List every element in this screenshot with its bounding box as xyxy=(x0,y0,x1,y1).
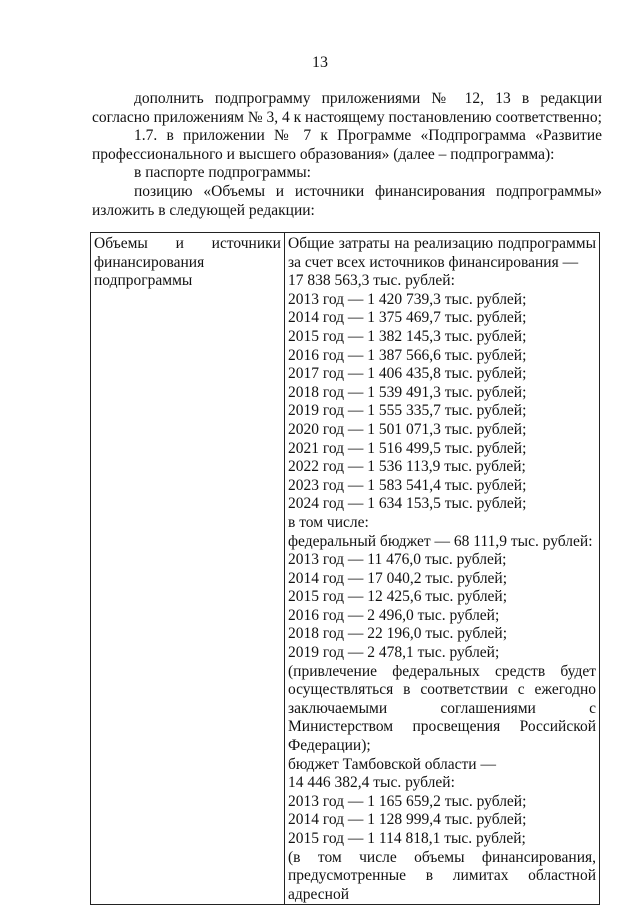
intro-paragraph: 1.7. в приложении № 7 к Программе «Подпрограмма «Развитие профессионального и высшего образования» (далее – подпрограмма): xyxy=(92,127,602,163)
financing-line: в том числе: xyxy=(288,513,369,531)
financing-line: 2014 год — 1 128 999,4 тыс. рублей; xyxy=(288,811,527,829)
intro-paragraph: дополнить подпрограмму приложениями № 12, 13 в редакции согласно приложениям № 3, 4 к настоящему постановлению соответственно; xyxy=(92,90,602,126)
passport-table xyxy=(90,232,600,905)
financing-line: 17 838 563,3 тыс. рублей: xyxy=(288,272,455,290)
intro-text xyxy=(92,90,602,220)
financing-line: 2018 год — 1 539 491,3 тыс. рублей; xyxy=(288,383,527,401)
financing-line: 2016 год — 2 496,0 тыс. рублей; xyxy=(288,606,500,624)
position-name-line: подпрограммы xyxy=(94,272,193,290)
financing-line: 2018 год — 22 196,0 тыс. рублей; xyxy=(288,625,508,643)
table-row xyxy=(91,233,600,905)
financing-line: 2014 год — 1 375 469,7 тыс. рублей; xyxy=(288,309,527,327)
financing-line: 2017 год — 1 406 435,8 тыс. рублей; xyxy=(288,365,527,383)
position-word: и xyxy=(175,235,184,252)
federal-funds-note: (привлечение федеральных средств будет осуществляться в соответствии с ежегодно заключаемыми соглашениями с Министерством просвещения Российской Федерации); xyxy=(288,662,596,755)
position-word: Объемы xyxy=(94,235,148,252)
financing-line: 2013 год — 11 476,0 тыс. рублей; xyxy=(288,551,507,569)
financing-line: бюджет Тамбовской области — xyxy=(288,755,496,773)
financing-line: 2021 год — 1 516 499,5 тыс. рублей; xyxy=(288,439,527,457)
financing-line: 2024 год — 1 634 153,5 тыс. рублей; xyxy=(288,495,527,513)
position-name-line: финансирования xyxy=(94,253,205,271)
financing-line: 2013 год — 1 165 659,2 тыс. рублей; xyxy=(288,792,527,810)
intro-paragraph: позицию «Объемы и источники финансирования подпрограммы» изложить в следующей редакции: xyxy=(92,182,602,219)
financing-total-heading: Общие затраты на реализацию подпрограммы за счет всех источников финансирования — xyxy=(288,235,596,271)
financing-line: 2015 год — 1 114 818,1 тыс. рублей; xyxy=(288,830,526,847)
financing-line: 2019 год — 1 555 335,7 тыс. рублей; xyxy=(288,402,527,420)
financing-line: 2016 год — 1 387 566,6 тыс. рублей; xyxy=(288,346,527,364)
financing-line: 2015 год — 1 382 145,3 тыс. рублей; xyxy=(288,327,527,345)
financing-line: 2022 год — 1 536 113,9 тыс. рублей; xyxy=(288,458,526,476)
position-word: источники xyxy=(211,235,281,252)
intro-paragraph: в паспорте подпрограммы: xyxy=(134,164,311,182)
regional-funds-note: (в том числе объемы финансирования, предусмотренные в лимитах областной адресной xyxy=(288,848,596,903)
financing-line: 2014 год — 17 040,2 тыс. рублей; xyxy=(288,569,508,587)
financing-details-cell xyxy=(285,233,600,905)
financing-line: 2020 год — 1 501 071,3 тыс. рублей; xyxy=(288,420,527,438)
financing-line: 2019 год — 2 478,1 тыс. рублей; xyxy=(288,644,500,662)
position-name-cell xyxy=(91,233,285,905)
financing-line: 2013 год — 1 420 739,3 тыс. рублей; xyxy=(288,290,527,308)
financing-line: федеральный бюджет — 68 111,9 тыс. рублей: xyxy=(288,532,593,550)
financing-line: 14 446 382,4 тыс. рублей: xyxy=(288,774,455,792)
page-number: 13 xyxy=(312,54,328,71)
financing-line: 2015 год — 12 425,6 тыс. рублей; xyxy=(288,588,508,606)
financing-line: 2023 год — 1 583 541,4 тыс. рублей; xyxy=(288,476,527,494)
position-name-first-line xyxy=(94,235,281,254)
